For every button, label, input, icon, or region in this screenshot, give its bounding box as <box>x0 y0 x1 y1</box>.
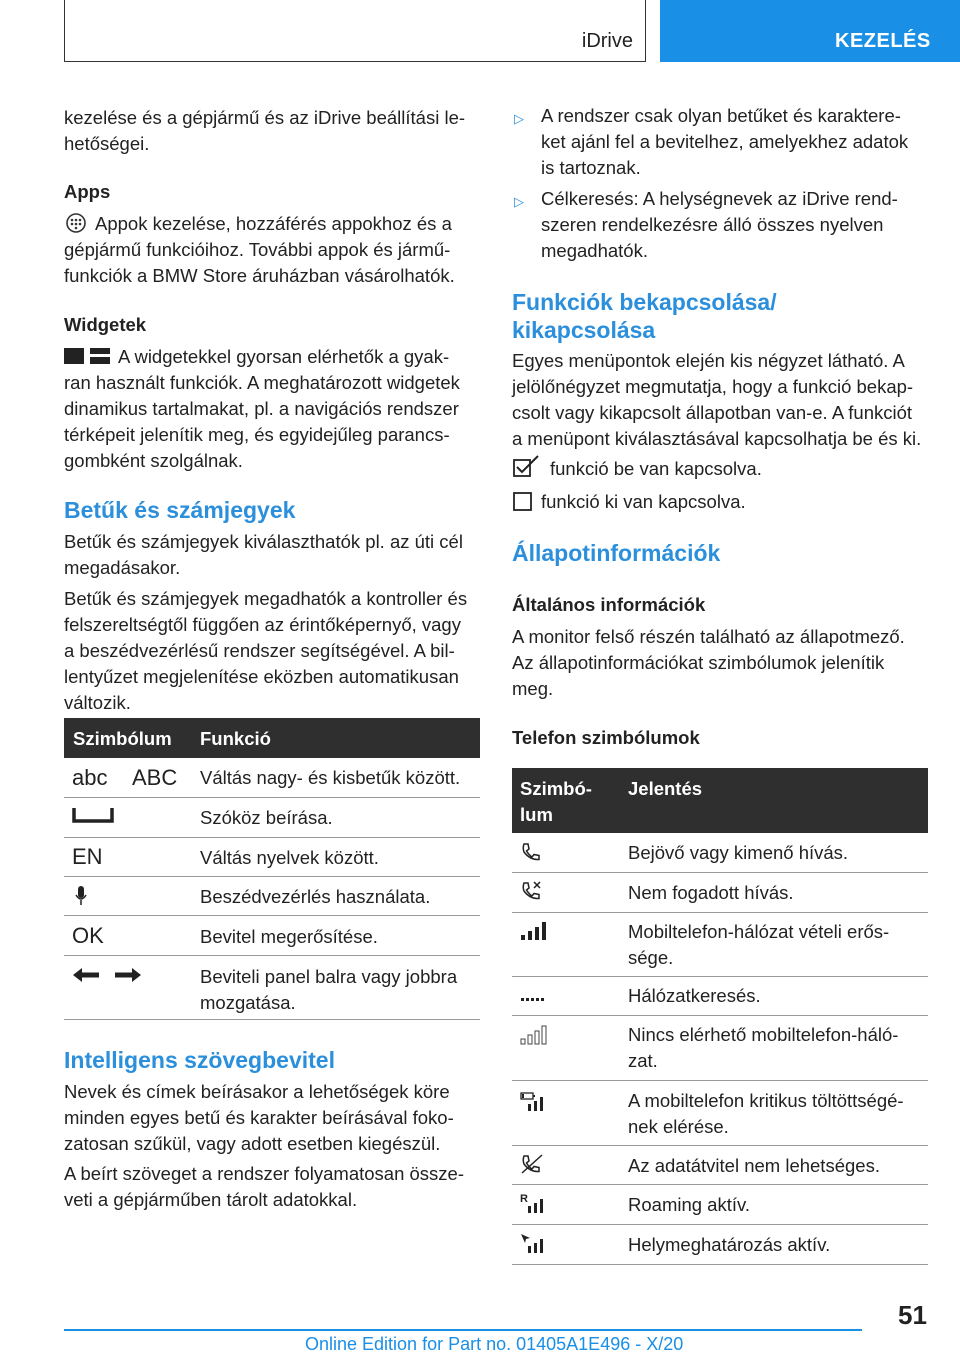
phone-row-line: nek elérése. <box>628 1116 729 1137</box>
status-heading: Állapotinformációk <box>512 540 721 566</box>
phone-row-text <box>628 919 889 971</box>
row-divider <box>512 1145 928 1146</box>
smart-input-paragraph-1 <box>64 1079 454 1157</box>
arrow-left-icon <box>72 966 100 984</box>
row-divider <box>512 1080 928 1081</box>
letters-paragraph-2 <box>64 586 467 716</box>
switch-line: jelölőnégyzet megmutatja, hogy a funkció bekap- <box>512 376 914 397</box>
bullet-arrow-icon: ▷ <box>514 111 524 126</box>
general-line: Az állapotinformációkat szimbólumok jelenítik <box>512 652 885 673</box>
letters-paragraph-1 <box>64 529 463 581</box>
symbol-row-line: mozgatása. <box>200 992 296 1013</box>
general-info-heading: Általános információk <box>512 594 706 615</box>
symbol-row-text: Szóköz beírása. <box>200 807 333 828</box>
row-divider <box>64 876 480 877</box>
switch-heading-line: Funkciók bekapcsolása/ <box>512 289 777 315</box>
letters-heading: Betűk és számjegyek <box>64 497 296 523</box>
header-left-box <box>64 0 646 62</box>
row-divider <box>64 915 480 916</box>
bullet-item <box>541 186 898 264</box>
letters-line: felszereltségtől függően az érintőképernyő, vagy <box>64 614 461 635</box>
general-line: A monitor felső részén található az állapotmező. <box>512 626 905 647</box>
smart-line: veti a gépjárműben tárolt adatokkal. <box>64 1189 358 1210</box>
widgets-line: ran használt funkciók. A meghatározott widgetek <box>64 372 460 393</box>
header-chapter-tab <box>660 0 960 62</box>
ABC-symbol: ABC <box>132 765 178 790</box>
letters-line: Betűk és számjegyek megadhatók a kontroller és <box>64 588 468 609</box>
smart-line: minden egyes betű és karakter beírásával foko- <box>64 1107 454 1128</box>
row-divider <box>512 1224 928 1225</box>
smart-input-heading: Intelligens szövegbevitel <box>64 1047 335 1073</box>
phone-row-text: Roaming aktív. <box>628 1194 751 1215</box>
footer-edition: Online Edition for Part no. 01405A1E496 - X/20 <box>305 1334 684 1354</box>
phone-call-icon <box>520 841 542 863</box>
switch-heading <box>512 288 777 344</box>
footer-divider <box>64 1329 862 1331</box>
signal-strength-icon <box>520 921 548 941</box>
apps-line: funkciók a BMW Store áruházban vásárolhatók. <box>64 265 455 286</box>
row-divider <box>512 1184 928 1185</box>
location-icon <box>520 1232 548 1254</box>
row-divider <box>512 912 928 913</box>
bullet-line: ket ajánl fel a bevitelhez, amelyekhez adatok <box>541 131 909 152</box>
row-divider <box>64 1019 480 1020</box>
phone-row-line: zat. <box>628 1050 658 1071</box>
symbol-row-text: Bevitel megerősítése. <box>200 926 378 947</box>
phone-row-text <box>628 1088 904 1140</box>
row-divider <box>64 955 480 956</box>
abc-symbol: abc <box>72 765 108 790</box>
switch-paragraph <box>512 348 921 452</box>
switch-line: a menüpont kiválasztásával kapcsolhatja be és ki. <box>512 428 922 449</box>
widgets-line: térképeit jelenítik meg, és egyidejűleg parancs- <box>64 424 450 445</box>
phone-row-text: Bejövő vagy kimenő hívás. <box>628 842 849 863</box>
roaming-icon <box>520 1192 548 1214</box>
checkbox-checked-icon <box>513 455 541 477</box>
phone-table-header <box>512 768 928 833</box>
symbol-row-line: Beviteli panel balra vagy jobbra <box>200 966 458 987</box>
intro-paragraph <box>64 105 465 157</box>
checkbox-off-text: funkció ki van kapcsolva. <box>541 491 746 512</box>
smart-line: A beírt szöveget a rendszer folyamatosan össze- <box>64 1163 465 1184</box>
apps-paragraph <box>64 211 484 289</box>
widgets-line: A widgetekkel gyorsan elérhetők a gyak- <box>118 346 450 367</box>
bullet-line: Célkeresés: A helységnevek az iDrive rend- <box>541 188 898 209</box>
bullet-line: megadhatók. <box>541 240 648 261</box>
bullet-line: szeren rendelkezésre álló összes nyelven <box>541 214 884 235</box>
phone-symbols-heading: Telefon szimbólumok <box>512 727 700 748</box>
apps-line: Appok kezelése, hozzáférés appokhoz és a <box>95 213 452 234</box>
phone-row-text <box>628 1022 898 1074</box>
letters-line: változik. <box>64 692 131 713</box>
smart-line: zatosan szűkül, vagy adott esetben kiegészül. <box>64 1133 441 1154</box>
header-section-title: iDrive <box>581 30 633 52</box>
smart-line: Nevek és címek beírásakor a lehetőségek köre <box>64 1081 450 1102</box>
symbol-row-text: Beszédvezérlés használata. <box>200 886 431 907</box>
switch-line: csolt vagy kikapcsolt állapotban van-e. A funkciót <box>512 402 913 423</box>
symbol-table-col-symbol: Szimbólum <box>73 728 172 749</box>
symbol-table-header <box>64 718 480 758</box>
space-icon <box>72 806 114 824</box>
no-network-icon <box>520 1025 548 1045</box>
smart-input-paragraph-2 <box>64 1161 464 1213</box>
missed-call-icon <box>520 880 542 902</box>
letters-line: a beszédvezérlésű rendszer segítségével. A bil- <box>64 640 455 661</box>
ok-symbol: OK <box>72 923 104 948</box>
letters-line: lentyűzet megjelenítése eközben automatikusan <box>64 666 459 687</box>
phone-row-line: A mobiltelefon kritikus töltöttségé- <box>628 1090 904 1111</box>
phone-row-text: Hálózatkeresés. <box>628 985 761 1006</box>
microphone-icon <box>74 885 88 907</box>
general-line: meg. <box>512 678 554 699</box>
phone-row-text: Nem fogadott hívás. <box>628 882 794 903</box>
phone-row-text: Az adatátvitel nem lehetséges. <box>628 1155 880 1176</box>
switch-line: Egyes menüpontok elején kis négyzet látható. A <box>512 350 905 371</box>
phone-row-line: Mobiltelefon-hálózat vételi erős- <box>628 921 890 942</box>
widgets-paragraph <box>64 344 484 474</box>
language-symbol: EN <box>72 844 103 869</box>
no-data-transfer-icon <box>520 1153 544 1175</box>
row-divider <box>512 1015 928 1016</box>
row-divider <box>512 872 928 873</box>
symbol-row-text: Váltás nagy- és kisbetűk között. <box>200 767 461 788</box>
phone-row-line: sége. <box>628 947 674 968</box>
phone-table-col-symbol <box>520 776 592 828</box>
network-search-icon <box>520 996 544 1002</box>
bullet-line: A rendszer csak olyan betűket és karaktere- <box>541 105 901 126</box>
phone-row-line: Nincs elérhető mobiltelefon-háló- <box>628 1024 899 1045</box>
checkbox-on-text: funkció be van kapcsolva. <box>550 458 762 479</box>
row-divider <box>512 1264 928 1265</box>
letters-line: Betűk és számjegyek kiválaszthatók pl. az úti cél <box>64 531 463 552</box>
low-battery-icon <box>520 1092 548 1112</box>
page-number: 51 <box>898 1300 927 1330</box>
bullet-line: is tartoznak. <box>541 157 641 178</box>
apps-line: gépjármű funkcióihoz. További appok és jármű- <box>64 239 451 260</box>
arrow-right-icon <box>114 966 142 984</box>
symbol-table-col-function: Funkció <box>200 728 271 749</box>
svg-text:R: R <box>520 1193 528 1205</box>
header-chapter-title: KEZELÉS <box>835 30 931 52</box>
row-divider <box>64 797 480 798</box>
widgets-line: dinamikus tartalmakat, pl. a navigációs rendszer <box>64 398 459 419</box>
symbol-row-text <box>200 964 457 1016</box>
intro-line: kezelése és a gépjármű és az iDrive beállítási le- <box>64 107 466 128</box>
phone-table-col-meaning: Jelentés <box>628 778 703 799</box>
phone-table-col-symbol-line: Szimbó- <box>520 778 592 799</box>
row-divider <box>512 976 928 977</box>
symbol-row-text: Váltás nyelvek között. <box>200 847 379 868</box>
apps-heading: Apps <box>64 181 111 202</box>
row-divider <box>64 837 480 838</box>
letters-line: megadásakor. <box>64 557 181 578</box>
bullet-item <box>541 103 908 181</box>
phone-table-col-symbol-line: lum <box>520 804 553 825</box>
phone-row-text: Helymeghatározás aktív. <box>628 1234 831 1255</box>
widgets-heading: Widgetek <box>64 314 147 335</box>
intro-line: hetőségei. <box>64 133 150 154</box>
bullet-arrow-icon: ▷ <box>514 194 524 209</box>
widgets-line: gombként szolgálnak. <box>64 450 243 471</box>
general-info-paragraph <box>512 624 905 702</box>
checkbox-empty-icon <box>513 492 533 512</box>
switch-heading-line: kikapcsolása <box>512 317 656 343</box>
